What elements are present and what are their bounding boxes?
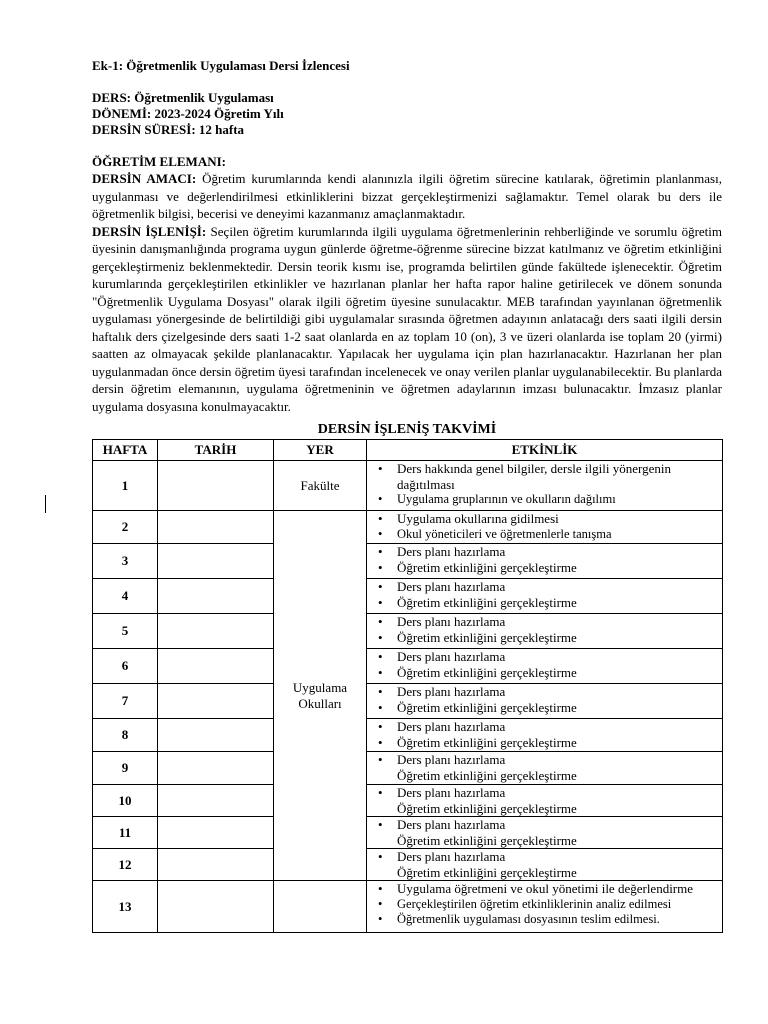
list-item: • Öğretim etkinliğini gerçekleştirme [373,665,718,681]
date-cell [158,785,274,817]
table-row [93,849,723,881]
schedule-table [92,439,723,933]
week-number: 1 [93,461,158,511]
activity-cell [367,579,723,614]
activity-cell [367,719,723,752]
date-cell [158,614,274,649]
week-number: 7 [93,684,158,719]
annex-title: Ek-1: Öğretmenlik Uygulaması Dersi İzlencesi [92,58,350,73]
document-page [92,58,722,933]
list-item: • Ders planı hazırlama [373,785,718,801]
list-item: • Öğretim etkinliğini gerçekleştirme [373,595,718,611]
text-cursor [45,495,46,513]
table-row [93,511,723,544]
table-row [93,649,723,684]
week-number: 2 [93,511,158,544]
list-item-continuation: Öğretim etkinliğini gerçekleştirme [397,864,577,880]
table-row [93,461,723,511]
table-row [93,881,723,933]
activity-cell [367,684,723,719]
week-number: 8 [93,719,158,752]
place-schools-line-2: Okulları [298,695,342,711]
activity-cell [367,649,723,684]
activity-cell [367,785,723,817]
date-cell [158,461,274,511]
list-item: • Gerçekleştirilen öğretim etkinliklerinin analiz edilmesi [373,897,718,913]
instructor-label: ÖĞRETİM ELEMANI: [92,154,226,169]
list-item: • Uygulama okullarına gidilmesi [373,511,718,527]
date-cell [158,752,274,785]
table-row [93,614,723,649]
course-name: DERS: Öğretmenlik Uygulaması [92,90,274,105]
week-number: 4 [93,579,158,614]
course-aim-label: DERSİN AMACI: [92,171,197,186]
list-item: • Öğretim etkinliğini gerçekleştirme [373,560,718,576]
activity-cell [367,511,723,544]
place-cell-schools [274,511,367,881]
activity-cell [367,614,723,649]
place-cell-faculty: Fakülte [274,461,367,511]
list-item: • Ders planı hazırlama [373,752,718,768]
header-activity: ETKİNLİK [367,440,723,461]
place-cell-empty [274,881,367,933]
list-item-continuation: dağıtılması [397,476,455,492]
header-week: HAFTA [93,440,158,461]
week-number: 13 [93,881,158,933]
list-item: • Ders planı hazırlama [373,544,718,560]
list-item: • Uygulama öğretmeni ve okul yönetimi ile değerlendirme [373,881,718,897]
list-item: • Öğretim etkinliğini gerçekleştirme [373,630,718,646]
list-item: • Ders planı hazırlama [373,579,718,595]
week-number: 9 [93,752,158,785]
date-cell [158,719,274,752]
list-item-continuation: Öğretim etkinliğini gerçekleştirme [397,832,577,848]
date-cell [158,881,274,933]
table-row [93,579,723,614]
place-schools-line-1: Uygulama [292,679,348,695]
course-term: DÖNEMİ: 2023-2024 Öğretim Yılı [92,106,284,121]
date-cell [158,579,274,614]
list-item-continuation: Öğretim etkinliğini gerçekleştirme [397,800,577,816]
list-item: • Ders planı hazırlama [373,614,718,630]
activity-cell [367,849,723,881]
week-number: 5 [93,614,158,649]
date-cell [158,684,274,719]
table-row [93,817,723,849]
list-item: • Uygulama gruplarının ve okulların dağılımı [373,492,718,508]
activity-cell [367,461,723,511]
list-item: • Öğretim etkinliğini gerçekleştirme [373,735,718,751]
header-date: TARİH [158,440,274,461]
week-number: 3 [93,544,158,579]
table-row [93,719,723,752]
date-cell [158,544,274,579]
week-number: 12 [93,849,158,881]
list-item: • Öğretim etkinliğini gerçekleştirme [373,700,718,716]
table-row [93,785,723,817]
course-process-text: Seçilen öğretim kurumlarında ilgili uygulama öğretmenlerinin rehberliğinde ve sorumlu öğretim üyesinin danışmanlığında programa uygun günlerde öğretme-öğrenme sürecine bizzat katılmanız ve öğretim etkinliğini gerçekleştirmeniz beklenmektedir. Dersin teorik kısmı ise, programda belirtilen günde fakültede işlenecektir. Öğretim kurumlarında gerçekleştirilen etkinlikler ve hazırlanan planlar her hafta rapor haline getirilecek ve dönem sonunda "Öğretmenlik Uygulama Dosyası" olarak ilgili öğretim üyesine sunulacaktır. MEB tarafından yayınlanan öğretmenlik uygulaması yönergesinde de belirtildiği gibi uygulamalar sırasında öğretmen adayının anlatacağı ders saati ilgili dersin haftalık ders çizelgesinde ders saati 1-2 saat olanlarda en az toplam 10 (on), 3 ve üzeri olanlarda ise toplam 20 (yirmi) saatten az olmayacak şekilde planlanacaktır. Yapılacak her uygulama için plan hazırlanacaktır. Hazırlanan her plan uygulanmadan önce dersin öğretim üyesi tarafından incelenecek ve onay verilen planlar uygulanabilecektir. Bu planlarda dersin öğretim elemanının, uygulama öğretmeninin ve öğretmen adaylarının imzası bulunacaktır. İmzasız planlar uygulama dosyasına konulmayacaktır. [92,223,722,414]
course-aim-text: Öğretim kurumlarında kendi alanınızla ilgili öğretim sürecine katılarak, öğretimin planlanması, uygulanması ve değerlendirilmesi etkinliklerini bizzat gerçekleştirmenizi sağlamaktır. Temel olarak bu ders ile öğretmenlik bilgisi, becerisi ve deneyimi kazanmanız amaçlanmaktadır. [92,171,722,221]
activity-cell [367,544,723,579]
list-item-continuation: Öğretim etkinliğini gerçekleştirme [397,767,577,783]
table-row [93,752,723,785]
list-item: • Ders planı hazırlama [373,817,718,833]
course-duration: DERSİN SÜRESİ: 12 hafta [92,122,245,137]
list-item: • Okul yöneticileri ve öğretmenlerle tanışma [373,527,718,543]
list-item: • Ders planı hazırlama [373,719,718,735]
week-number: 10 [93,785,158,817]
list-item: • Ders planı hazırlama [373,849,718,865]
week-number: 11 [93,817,158,849]
list-item: • Ders hakkında genel bilgiler, dersle ilgili yönergenin [373,461,718,477]
week-number: 6 [93,649,158,684]
date-cell [158,817,274,849]
date-cell [158,649,274,684]
course-process-label: DERSİN İŞLENİŞİ: [92,223,207,239]
activity-cell [367,752,723,785]
course-aim-paragraph [92,170,722,223]
date-cell [158,849,274,881]
header-place: YER [274,440,367,461]
course-process-paragraph [92,223,722,416]
activity-cell [367,881,723,933]
list-item: • Ders planı hazırlama [373,684,718,700]
activity-cell [367,817,723,849]
table-row [93,544,723,579]
list-item: • Ders planı hazırlama [373,649,718,665]
schedule-title: DERSİN İŞLENİŞ TAKVİMİ [317,422,497,437]
date-cell [158,511,274,544]
table-row [93,684,723,719]
list-item: • Öğretmenlik uygulaması dosyasının teslim edilmesi. [373,912,718,928]
schedule-header-row [93,440,723,461]
